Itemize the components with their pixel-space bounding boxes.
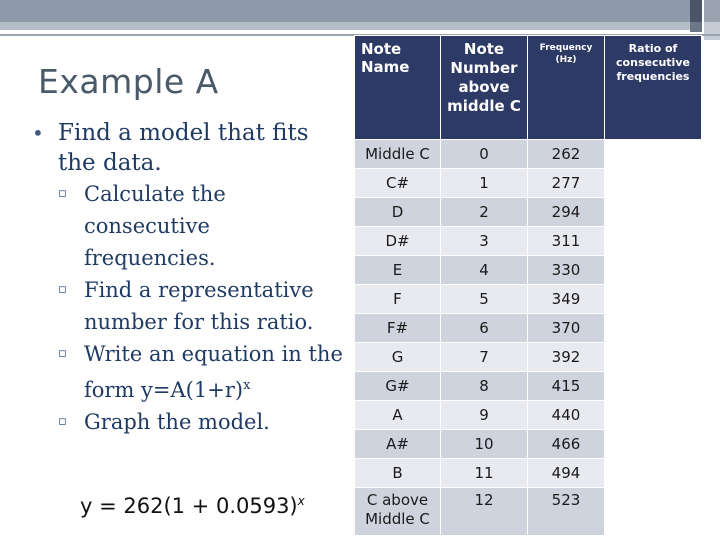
cell-ratio — [605, 314, 702, 343]
table-row — [355, 488, 702, 536]
cell-frequency: 370 — [528, 314, 605, 343]
cell-frequency: 349 — [528, 285, 605, 314]
table-row — [355, 372, 702, 401]
cell-note-number: 6 — [441, 314, 528, 343]
cell-note-number: 4 — [441, 256, 528, 285]
cell-note-name: Middle C — [355, 140, 441, 169]
table-row — [355, 227, 702, 256]
cell-note-name: F — [355, 285, 441, 314]
cell-note-number: 10 — [441, 430, 528, 459]
cell-frequency: 330 — [528, 256, 605, 285]
sub-bullet-text: Calculate the consecutive frequencies. — [84, 182, 226, 270]
cell-note-name: A — [355, 401, 441, 430]
cell-note-name: C# — [355, 169, 441, 198]
cell-note-name: A# — [355, 430, 441, 459]
model-equation — [80, 494, 305, 518]
sub-bullet-exponent: x — [243, 378, 251, 393]
cell-note-number: 12 — [441, 488, 528, 536]
cell-ratio — [605, 256, 702, 285]
cell-frequency: 392 — [528, 343, 605, 372]
cell-frequency: 523 — [528, 488, 605, 536]
cell-note-name: F# — [355, 314, 441, 343]
frequency-table — [354, 35, 702, 536]
cell-ratio — [605, 372, 702, 401]
cell-note-name: B — [355, 459, 441, 488]
table-row — [355, 430, 702, 459]
equation-text: y = 262(1 + 0.0593) — [80, 494, 298, 518]
cell-frequency: 415 — [528, 372, 605, 401]
sub-bullet — [28, 178, 348, 274]
sub-bullet-text: Find a representative number for this ratio. — [84, 278, 314, 334]
table-row — [355, 314, 702, 343]
cell-ratio — [605, 169, 702, 198]
table-row — [355, 169, 702, 198]
decorative-top-bar — [0, 0, 720, 30]
cell-note-name: D# — [355, 227, 441, 256]
table-header-row — [355, 36, 702, 140]
top-subband-right — [704, 22, 720, 40]
bullet-main-text: Find a model that fits the data. — [58, 120, 309, 176]
cell-note-name: G — [355, 343, 441, 372]
top-band-accent — [690, 0, 702, 22]
cell-ratio — [605, 401, 702, 430]
top-band-right — [704, 0, 720, 22]
sub-bullet-text: Write an equation in the form y=A(1+r) — [84, 342, 343, 402]
sub-bullet-marker-icon: ▫ — [58, 414, 67, 429]
cell-note-number: 2 — [441, 198, 528, 227]
cell-frequency: 440 — [528, 401, 605, 430]
cell-note-number: 0 — [441, 140, 528, 169]
table-row — [355, 343, 702, 372]
cell-ratio — [605, 488, 702, 536]
cell-note-number: 1 — [441, 169, 528, 198]
sub-bullet — [28, 406, 348, 438]
table-row — [355, 198, 702, 227]
cell-frequency: 494 — [528, 459, 605, 488]
cell-note-number: 8 — [441, 372, 528, 401]
bullet-list — [28, 118, 348, 438]
cell-note-name: G# — [355, 372, 441, 401]
cell-ratio — [605, 343, 702, 372]
sub-bullet — [28, 274, 348, 338]
cell-frequency: 294 — [528, 198, 605, 227]
table-row — [355, 256, 702, 285]
bullet-dot-icon: • — [32, 121, 44, 145]
equation-exponent: x — [297, 494, 305, 508]
sub-bullet — [28, 338, 348, 406]
header-note-number: Note Number above middle C — [441, 36, 528, 140]
cell-ratio — [605, 430, 702, 459]
bullet-main — [28, 118, 348, 178]
sub-bullet-marker-icon: ▫ — [58, 282, 67, 297]
slide-title: Example A — [38, 62, 219, 101]
cell-note-name: E — [355, 256, 441, 285]
cell-note-name: C above Middle C — [355, 488, 441, 536]
cell-note-name: D — [355, 198, 441, 227]
header-frequency: Frequency (Hz) — [528, 36, 605, 140]
header-ratio: Ratio of consecutive frequencies — [605, 36, 702, 140]
cell-ratio — [605, 198, 702, 227]
cell-ratio — [605, 459, 702, 488]
top-subband-accent — [690, 22, 702, 32]
cell-frequency: 277 — [528, 169, 605, 198]
cell-note-number: 11 — [441, 459, 528, 488]
cell-note-number: 3 — [441, 227, 528, 256]
cell-ratio — [605, 285, 702, 314]
top-band — [0, 0, 690, 22]
cell-ratio — [605, 140, 702, 169]
top-subband — [0, 22, 690, 30]
sub-bullet-marker-icon: ▫ — [58, 186, 67, 201]
cell-note-number: 9 — [441, 401, 528, 430]
cell-frequency: 311 — [528, 227, 605, 256]
cell-note-number: 5 — [441, 285, 528, 314]
table-row — [355, 459, 702, 488]
header-note-name: Note Name — [355, 36, 441, 140]
table-row — [355, 401, 702, 430]
table-row — [355, 285, 702, 314]
table-row — [355, 140, 702, 169]
sub-bullet-marker-icon: ▫ — [58, 346, 67, 361]
cell-ratio — [605, 227, 702, 256]
sub-bullet-text: Graph the model. — [84, 410, 270, 434]
cell-frequency: 262 — [528, 140, 605, 169]
cell-note-number: 7 — [441, 343, 528, 372]
cell-frequency: 466 — [528, 430, 605, 459]
